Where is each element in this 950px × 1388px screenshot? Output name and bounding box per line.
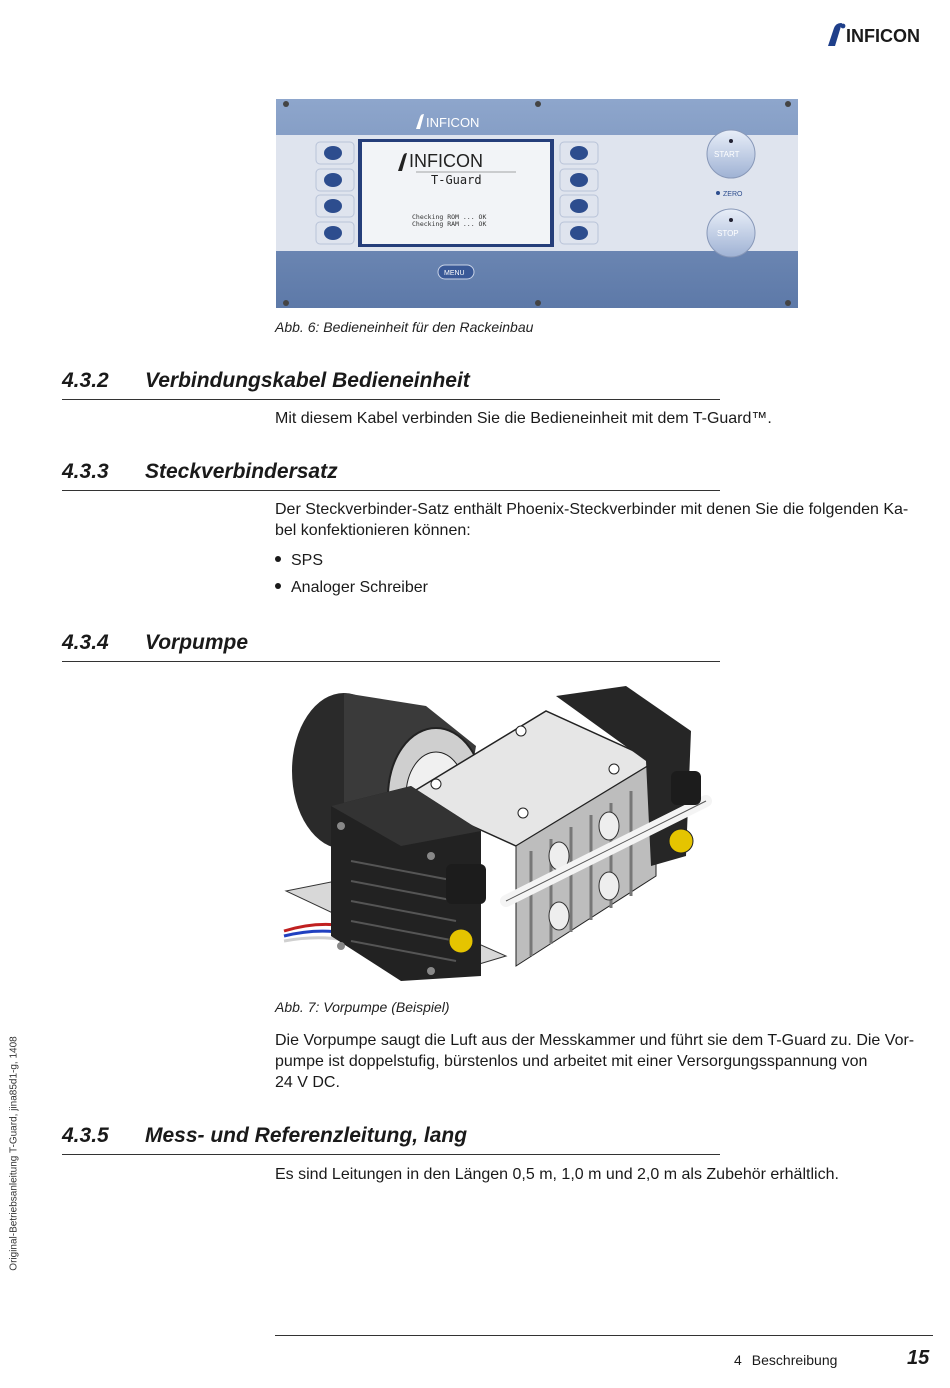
footer-chapter — [734, 1352, 837, 1368]
text-line: 24 V DC. — [275, 1074, 340, 1091]
section-4-3-4-text — [275, 1030, 935, 1093]
bullet-dot-icon — [275, 583, 281, 589]
operating-unit-image — [276, 99, 798, 308]
text-line: pumpe ist doppelstufig, bürstenlos und arbeitet mit einer Versorgungsspannung von — [275, 1053, 868, 1070]
section-title: Mess- und Referenzleitung, lang — [145, 1124, 468, 1147]
document-id-sidebar: Original-Betriebsanleitung T-Guard, jina85d1-g, 1408 — [8, 1036, 20, 1271]
chapter-number: 4 — [734, 1352, 742, 1368]
inficon-logo — [824, 20, 936, 50]
section-title: Vorpumpe — [145, 631, 249, 654]
bullet-text: SPS — [291, 552, 324, 569]
section-4-3-2-text: Mit diesem Kabel verbinden Sie die Bedieneinheit mit dem T-Guard™. — [275, 410, 772, 427]
svg-text:INFICON: INFICON — [846, 26, 920, 46]
section-4-3-5-text: Es sind Leitungen in den Längen 0,5 m, 1,0 m und 2,0 m als Zubehör erhältlich. — [275, 1166, 839, 1183]
svg-text:ZERO: ZERO — [723, 191, 743, 198]
section-heading-4-3-3 — [62, 460, 720, 491]
section-4-3-3-text — [275, 499, 935, 541]
chapter-title: Beschreibung — [751, 1352, 838, 1368]
vacuum-pump-image — [276, 686, 726, 986]
svg-text:MENU: MENU — [444, 270, 465, 277]
bullet-item — [275, 552, 323, 570]
section-title: Verbindungskabel Bedieneinheit — [145, 369, 470, 392]
section-heading-4-3-5 — [62, 1124, 720, 1155]
svg-text:T-Guard: T-Guard — [431, 173, 482, 187]
bullet-item — [275, 579, 428, 597]
bullet-dot-icon — [275, 556, 281, 562]
section-number: 4.3.2 — [62, 369, 109, 392]
figure-7-caption: Abb. 7: Vorpumpe (Beispiel) — [275, 999, 450, 1015]
svg-text:START: START — [714, 150, 740, 159]
svg-text:Checking RAM ... OK: Checking RAM ... OK — [412, 220, 487, 228]
svg-text:INFICON: INFICON — [426, 115, 480, 130]
section-number: 4.3.5 — [62, 1124, 109, 1147]
figure-6-caption: Abb. 6: Bedieneinheit für den Rackeinbau — [275, 319, 534, 335]
svg-text:STOP: STOP — [717, 229, 739, 238]
section-number: 4.3.4 — [62, 631, 109, 654]
section-heading-4-3-4 — [62, 631, 720, 662]
section-number: 4.3.3 — [62, 460, 109, 483]
text-line: bel konfektionieren können: — [275, 522, 471, 539]
footer-divider — [275, 1335, 933, 1336]
svg-text:Checking ROM ... OK: Checking ROM ... OK — [412, 213, 487, 221]
bullet-text: Analoger Schreiber — [291, 579, 428, 596]
section-heading-4-3-2 — [62, 369, 720, 400]
text-line: Die Vorpumpe saugt die Luft aus der Messkammer und führt sie dem T-Guard zu. Die Vor- — [275, 1032, 915, 1049]
page-number: 15 — [907, 1347, 930, 1369]
section-title: Steckverbindersatz — [145, 460, 338, 483]
text-line: Der Steckverbinder-Satz enthält Phoenix-Steckverbinder mit denen Sie die folgenden Ka- — [275, 501, 909, 518]
svg-text:INFICON: INFICON — [409, 151, 483, 171]
